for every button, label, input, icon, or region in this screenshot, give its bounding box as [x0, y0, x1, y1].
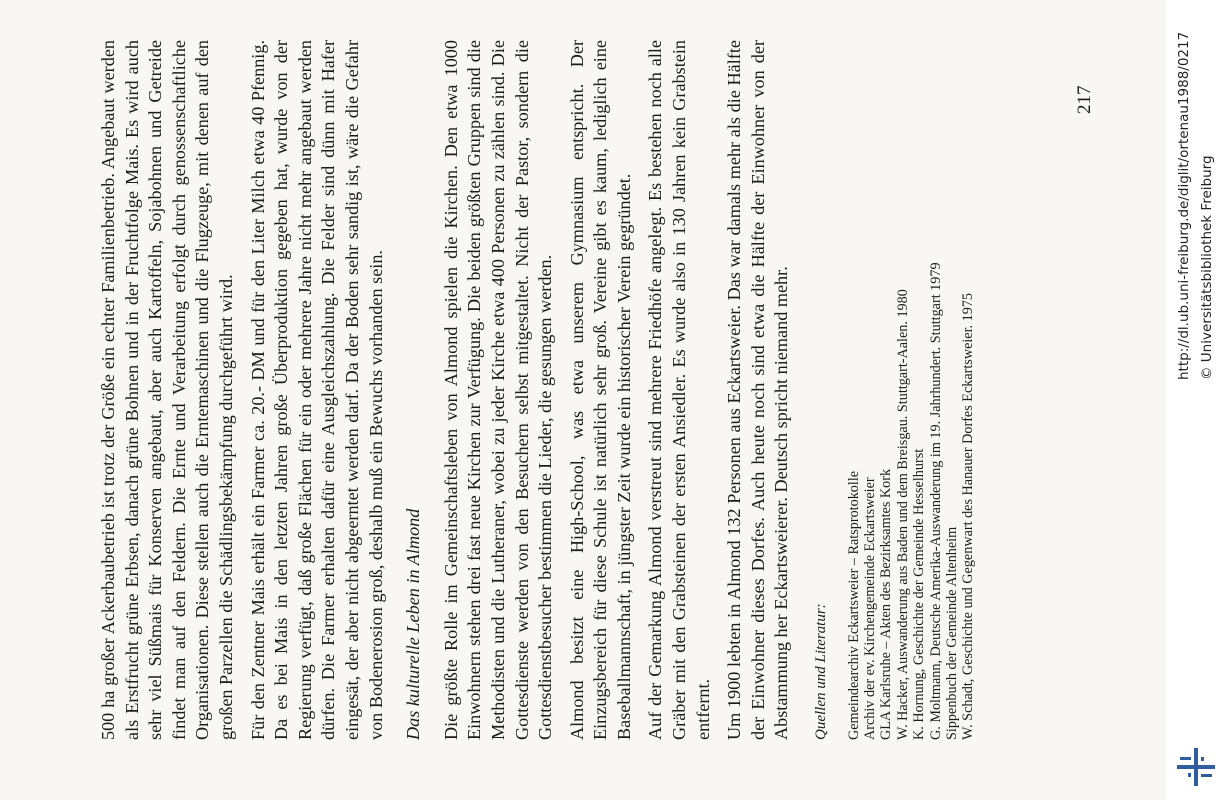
section-heading: Das kulturelle Leben in Almond: [403, 508, 424, 740]
source-item: GLA Karlsruhe – Akten des Bezirksamtes Kork: [878, 468, 895, 740]
sources-list: [846, 40, 977, 740]
source-item: G. Moltmann, Deutsche Amerika-Auswanderung im 19. Jahrhundert. Stuttgart 1979: [927, 262, 944, 740]
paragraph: Für den Zentner Mais erhält ein Farmer ca. 20.- DM und für den Liter Milch etwa 40 Pfennig. Da es bei Mais in den letzten Jahren große Überproduktion gegeben hat, wurde von der Regierung verfügt, daß große Flächen für ein oder mehrere Jahre nicht mehr angebaut werden dürfen. Die Farmer erhalten dafür eine Ausgleichszahlung. Die Felder sind dünn mit Hafer eingesät, der aber nicht abgeerntet werden darf. Da der Boden sehr sandig ist, wäre die Gefahr von Bodenerosion groß, deshalb muß ein Bewuchs vorhanden sein.: [247, 40, 386, 740]
paragraph: Almond besitzt eine High-School, was etwa unserem Gymnasium entspricht. Der Einzugsbereich für diese Schule ist natürlich sehr groß. Vereine gibt es kaum, lediglich eine Baseballmannschaft, in jüngster Zeit wurde ein historischer Verein gegründet.: [566, 40, 634, 740]
paragraph: Um 1900 lebten in Almond 132 Personen aus Eckartsweier. Das war damals mehr als die Hälfte der Einwohner dieses Dorfes. Auch heute noch sind etwa die Hälfte der Einwohner von der Abstammung her Eckartsweierer. Deutsch spricht niemand mehr.: [724, 40, 792, 740]
sources-heading: Quellen und Literatur:: [813, 603, 830, 740]
paragraph: Die größte Rolle im Gemeinschaftsleben von Almond spielen die Kirchen. Den etwa 1000 Einwohnern stehen drei fast neue Kirchen zur Verfügung. Die beiden größten Gruppen sind die Methodisten und die Lutheraner, wobei zu jeder Kirche etwa 400 Personen zu zählen sind. Die Gottesdienste werden von den Besuchern selbst mitgestaltet. Nicht der Pastor, sondern die Gottesdienstbesucher bestimmen die Lieder, die gesungen werden.: [440, 40, 556, 740]
page-number: 217: [1074, 85, 1095, 114]
library-logo-icon: [1175, 746, 1217, 788]
source-item: Sippenbuch der Gemeinde Altenheim: [944, 526, 961, 740]
text-block: [97, 40, 977, 740]
rotated-credit-content: [1166, 0, 1224, 800]
source-item: W. Hacker, Auswanderung aus Baden und dem Breisgau. Stuttgart-Aalen. 1980: [894, 289, 911, 740]
source-item: K. Hornung, Geschichte der Gemeinde Hesselhurst: [911, 448, 928, 740]
source-item: W. Schadt, Geschichte und Gegenwart des Hanauer Dorfes Eckartsweier. 1975: [960, 292, 977, 740]
source-url-link[interactable]: http://dl.ub.uni-freiburg.de/diglit/ortenau1988/0217: [1176, 31, 1192, 380]
source-item: Gemeindearchiv Eckartsweier – Ratsprotokolle: [845, 470, 862, 740]
paragraph: Auf der Gemarkung Almond verstreut sind mehrere Friedhöfe angelegt. Es bestehen noch alle Gräber mit den Grabsteinen der ersten Ansiedler. Es wurde also in 130 Jahren kein Grabstein entfernt.: [645, 40, 713, 740]
source-item: Archiv der ev. Kirchengemeinde Eckartsweier: [862, 477, 879, 740]
copyright-text: © Universitätsbibliothek Freiburg: [1199, 155, 1215, 380]
paragraph: 500 ha großer Ackerbaubetrieb ist trotz der Größe ein echter Familienbetrieb. Angebaut werden als Erstfrucht grüne Erbsen, danach grüne Bohnen und in der Fruchtfolge Mais. Es wird auch sehr viel Süßmais für Konserven angebaut, aber auch Kartoffeln, Sojabohnen und Getreide findet man auf den Feldern. Die Ernte und Verarbeitung erfolgt durch genossenschaftliche Organisationen. Diese stellen auch die Erntemaschinen und die Flugzeuge, mit denen auf den großen Parzellen die Schädlingsbekämpfung durchgeführt wird.: [98, 40, 236, 740]
library-credit-strip: [1166, 0, 1224, 800]
